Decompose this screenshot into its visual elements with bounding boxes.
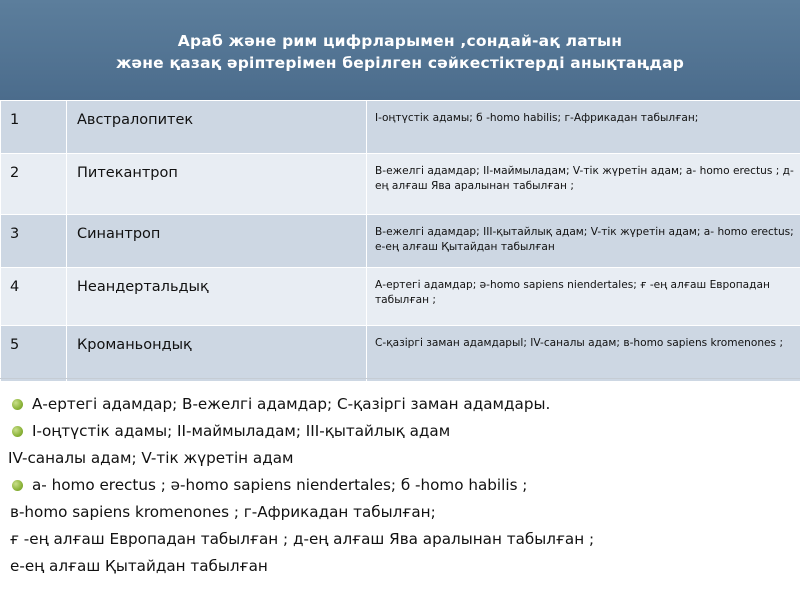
title-line-2: және қазақ әріптерімен берілген сәйкестіктерді анықтаңдар xyxy=(115,54,685,72)
list-item xyxy=(0,553,800,580)
list-item xyxy=(0,499,800,526)
list-item xyxy=(0,418,800,445)
slide-title xyxy=(0,0,800,100)
hominid-description: В-ежелгі адамдар; ІІІ-қытайлық адам; V-тік жүретін адам; а- homo erectus; е-ең алғаш Қытайдан табылған xyxy=(375,226,794,253)
list-item xyxy=(0,472,800,499)
table-row xyxy=(1,101,800,154)
hominid-name: Синантроп xyxy=(77,226,161,242)
options-list xyxy=(0,378,800,600)
list-item-text: е-ең алғаш Қытайдан табылған xyxy=(10,557,268,575)
row-number: 4 xyxy=(10,279,20,295)
list-item-text: А-ертегі адамдар; В-ежелгі адамдар; С-қазіргі заман адамдары. xyxy=(32,395,551,413)
title-line-1: Араб және рим цифрларымен ,сондай-ақ латын xyxy=(177,32,623,50)
matching-table xyxy=(0,100,800,382)
list-item xyxy=(0,526,800,553)
table-row xyxy=(1,326,800,382)
bullet-dot-icon xyxy=(12,426,23,437)
hominid-name: Кроманьондық xyxy=(77,337,192,353)
list-item-text: ІV-саналы адам; V-тік жүретін адам xyxy=(8,449,294,467)
bullet-dot-icon xyxy=(12,399,23,410)
hominid-name: Неандертальдық xyxy=(77,279,209,295)
table-row xyxy=(1,268,800,326)
row-number: 5 xyxy=(10,337,20,353)
list-item xyxy=(0,445,800,472)
list-item-text: а- homo erectus ; ә-homo sapiens niendertales; б -homo habilis ; xyxy=(32,476,528,494)
table-row xyxy=(1,215,800,268)
row-number: 1 xyxy=(10,112,20,128)
hominid-description: С-қазіргі заман адамдарыl; ІV-саналы адам; в-homo sapiens kromenones ; xyxy=(375,337,784,349)
hominid-name: Питекантроп xyxy=(77,165,178,181)
list-item-text: І-оңтүстік адамы; ІІ-маймыладам; ІІІ-қытайлық адам xyxy=(32,422,451,440)
hominid-description: В-ежелгі адамдар; ІІ-маймыладам; V-тік жүретін адам; а- homo erectus ; д-ең алғаш Ява аралынан табылған ; xyxy=(375,165,794,192)
hominid-description: А-ертегі адамдар; ә-homo sapiens niendertales; ғ -ең алғаш Европадан табылған ; xyxy=(375,279,770,306)
hominid-name: Австралопитек xyxy=(77,112,194,128)
row-number: 2 xyxy=(10,165,20,181)
hominid-description: І-оңтүстік адамы; б -homo habilis; г-Африкадан табылған; xyxy=(375,112,699,124)
row-number: 3 xyxy=(10,226,20,242)
table-row xyxy=(1,154,800,215)
bullet-dot-icon xyxy=(12,480,23,491)
list-item-text: в-homo sapiens kromenones ; г-Африкадан табылған; xyxy=(10,503,436,521)
list-item-text: ғ -ең алғаш Европадан табылған ; д-ең алғаш Ява аралынан табылған ; xyxy=(10,530,595,548)
list-item xyxy=(0,391,800,418)
